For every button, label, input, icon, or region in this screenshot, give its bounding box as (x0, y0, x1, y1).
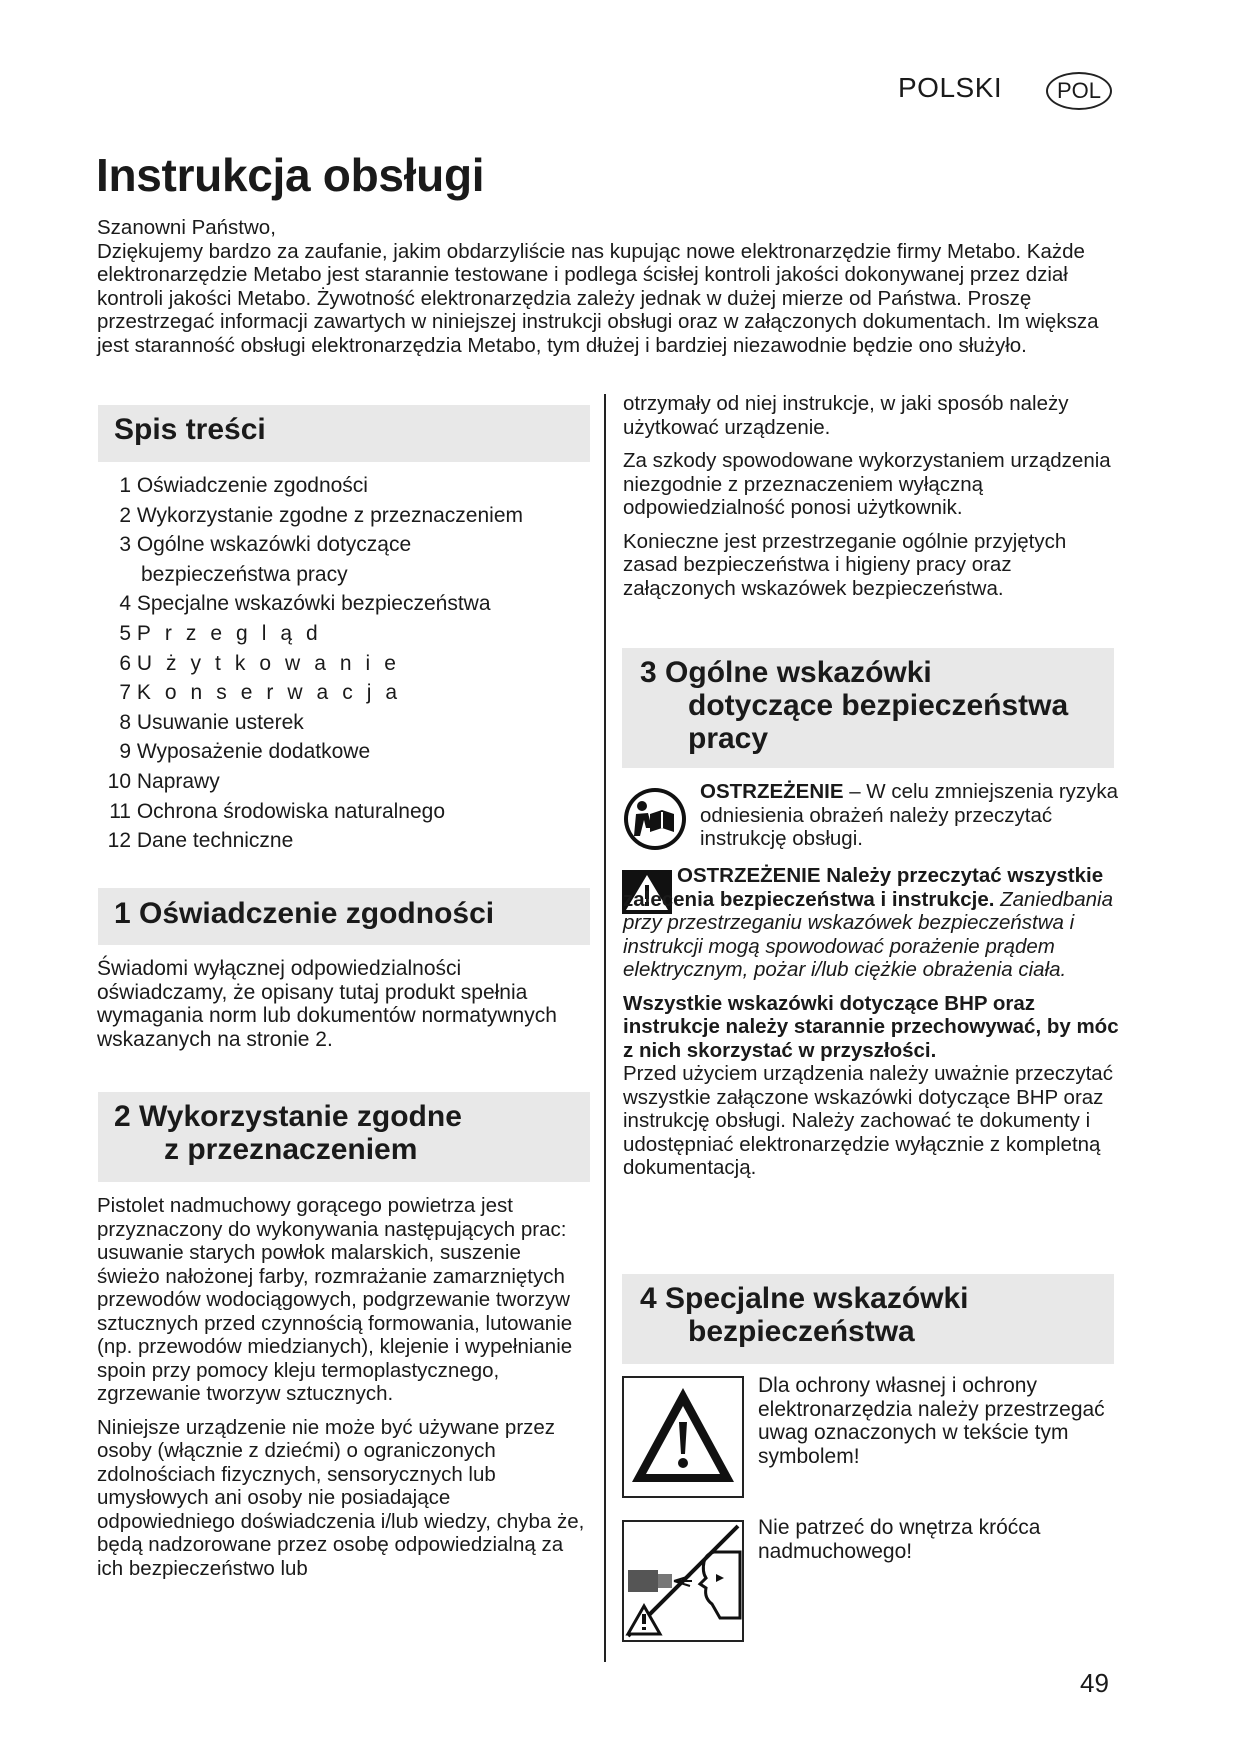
section-title-line2: z przeznaczeniem (164, 1133, 418, 1166)
toc-item-num: 4 (119, 592, 131, 616)
intro-body: Dziękujemy bardzo za zaufanie, jakim obdarzyliście nas kupując nowe elektronarzędzie firmy Metabo. Każde elektronarzędzie Metabo jest starannie testowane i podlega ścisłej kontroli jakości dokonywanej przez dział kontroli jakości Metabo. Żywotność elektronarzędzia zależy jednak w dużej mierze od Państwa. Proszę przestrzegać informacji zawartych w niniejszej instrukcji obsługi oraz w załączonych dokumentach. Im większa jest staranność obsługi elektronarzędzia Metabo, tym dłużej i bardziej niezawodnie będzie ono służyło. (97, 239, 1099, 357)
section-4-heading (622, 1274, 1114, 1364)
paragraph: Niniejsze urządzenie nie może być używane przez osoby (włącznie z dziećmi) o ograniczonych zdolnościach fizycznych, sensorycznych lub umysłowych ani osoby nie posiadające odpowiedniego doświadczenia i/lub wiedzy, chyba że, będą nadzorowane przez osobę odpowiedzialną za ich bezpieczeństwo lub (97, 1415, 585, 1580)
paragraph-line: Pistolet nadmuchowy gorącego powietrza jest przyznaczony do wykonywania następujących prac: (97, 1194, 567, 1241)
section-title: Specjalne wskazówki (665, 1282, 969, 1315)
toc-item[interactable] (97, 797, 597, 827)
section-number: 4 (640, 1282, 657, 1315)
section-number: 1 (114, 897, 131, 930)
toc-item-num: 8 (119, 710, 131, 734)
toc-item-label: Użytkowanie (136, 651, 410, 675)
nozzle-warning-text: Nie patrzeć do wnętrza króćca nadmuchowego! (758, 1516, 1041, 1563)
toc-item-label: Dane techniczne (136, 829, 294, 853)
warning-bold: OSTRZEŻENIE Należy przeczytać wszystkie zalecenia bezpieczeństwa i instrukcje. (623, 864, 1104, 911)
toc-item-label: bezpieczeństwa pracy (141, 562, 348, 586)
warning-italic: Zaniedbania przy przestrzeganiu wskazówek bezpieczeństwa i instrukcji mogą spowodować porażenie prądem elektrycznym, pożar i/lub ciężkie obrażenia ciała. (623, 887, 1113, 981)
toc-item-num: 12 (107, 829, 131, 853)
toc-item-label: Usuwanie usterek (136, 710, 304, 734)
section-2-heading (98, 1092, 590, 1182)
section-title: Wykorzystanie zgodne (139, 1100, 462, 1133)
do-not-look-into-nozzle-icon (622, 1520, 744, 1642)
toc-item-label: Konserwacja (136, 681, 412, 705)
toc-item-num: 5 (119, 621, 131, 645)
warning-text: – W celu zmniejszenia ryzyka odniesienia obrażeń należy przeczytać instrukcję obsługi. (700, 780, 1119, 850)
language-label: POLSKI (898, 72, 1003, 103)
toc-item-num: 1 (119, 474, 131, 497)
paragraph: otrzymały od niej instrukcje, w jaki sposób należy użytkować urządzenie. (623, 392, 1069, 439)
paragraph: Konieczne jest przestrzeganie ogólnie przyjętych zasad bezpieczeństwa i higieny pracy oraz załączonych wskazówek bezpieczeństwa. (623, 529, 1067, 600)
toc-item-label: Specjalne wskazówki bezpieczeństwa (136, 592, 491, 616)
toc-item-label: Ogólne wskazówki dotyczące (136, 533, 412, 557)
table-of-contents (97, 471, 597, 856)
toc-item-num: 3 (119, 533, 131, 557)
page-title: Instrukcja obsługi (96, 149, 485, 201)
paragraph (623, 864, 1123, 982)
section-title-line3: pracy (688, 722, 769, 755)
toc-item-num: 2 (119, 503, 131, 527)
toc-item-continuation[interactable] (97, 560, 597, 590)
right-column-continuation (623, 392, 1123, 610)
toc-item-label: Naprawy (136, 769, 220, 793)
toc-item[interactable] (97, 501, 597, 531)
toc-item[interactable] (97, 649, 597, 679)
toc-item[interactable] (97, 678, 597, 708)
section-1-heading (98, 888, 590, 945)
toc-item-num: 11 (109, 799, 131, 823)
warning-read-manual (700, 780, 1120, 851)
toc-item[interactable] (97, 708, 597, 738)
intro-text (97, 216, 1117, 357)
warning-label: OSTRZEŻENIE (700, 780, 844, 803)
toc-item-label: Przegląd (136, 621, 332, 645)
toc-item[interactable] (97, 589, 597, 619)
toc-item-num: 6 (119, 651, 131, 675)
section-1-text: Świadomi wyłącznej odpowiedzialności oświadczamy, że opisany tutaj produkt spełnia wymagania norm lub dokumentów normatywnych wskazanych na stronie 2. (97, 957, 557, 1051)
toc-item-num: 9 (119, 740, 131, 764)
language-badge: POL (1046, 72, 1112, 110)
toc-item[interactable] (97, 767, 597, 797)
toc-item-label: Wykorzystanie zgodne z przeznaczeniem (136, 503, 523, 527)
warning-symbol-text: Dla ochrony własnej i ochrony elektronarzędzia należy przestrzegać uwag oznaczonych w tekście tym symbolem! (758, 1374, 1105, 1468)
section-title: Ogólne wskazówki (665, 656, 932, 689)
paragraph: Za szkody spowodowane wykorzystaniem urządzenia niezgodnie z przeznaczeniem wyłączną odpowiedzialność ponosi użytkownik. (623, 449, 1111, 519)
section-3-heading (622, 648, 1114, 768)
section-title-line2: dotyczące bezpieczeństwa (688, 689, 1069, 722)
paragraph-line: usuwanie starych powłok malarskich, suszenie świeżo nałożonej farby, rozmrażanie zamarzniętych przewodów wodociągowych, podgrzewanie tworzyw sztucznych przed czynnością formowania, lutowanie (np. przewodów miedzianych), klejenie i wypełnianie spoin przy pomocy kleju termoplastycznego, zgrzewanie tworzyw sztucznych. (97, 1241, 573, 1405)
toc-item[interactable] (97, 530, 597, 560)
paragraph (97, 1194, 587, 1406)
section-title-line2: bezpieczeństwa (688, 1315, 915, 1348)
toc-heading: Spis treści (98, 405, 590, 462)
section-number: 2 (114, 1100, 131, 1133)
toc-item[interactable] (97, 737, 597, 767)
warning-general (623, 864, 1123, 1180)
intro-salutation: Szanowni Państwo, (97, 216, 276, 239)
keep-instructions-text: Przed użyciem urządzenia należy uważnie przeczytać wszystkie załączone wskazówki dotyczące BHP oraz instrukcję obsługi. Należy zachować te dokumenty i udostępniać elektronarzędzie wyłącznie z kompletną dokumentacją. (623, 1062, 1113, 1179)
keep-instructions-bold: Wszystkie wskazówki dotyczące BHP oraz instrukcje należy starannie przechowywać, by móc z nich skorzystać w przyszłości. (623, 991, 1119, 1062)
paragraph (623, 992, 1123, 1180)
toc-item-label: Oświadczenie zgodności (136, 474, 368, 497)
column-divider (604, 394, 606, 1662)
section-number: 3 (640, 656, 657, 689)
section-2-text (97, 1194, 587, 1590)
toc-item-label: Wyposażenie dodatkowe (136, 740, 371, 764)
page-number: 49 (1080, 1668, 1109, 1698)
read-manual-icon (622, 786, 688, 852)
toc-item-num: 7 (119, 681, 131, 705)
warning-symbol-icon (622, 1376, 744, 1498)
toc-item[interactable] (97, 471, 597, 501)
toc-item-num: 10 (107, 769, 131, 793)
section-title: Oświadczenie zgodności (139, 897, 495, 930)
toc-item[interactable] (97, 826, 597, 856)
toc-item[interactable] (97, 619, 597, 649)
toc-item-label: Ochrona środowiska naturalnego (136, 799, 446, 823)
